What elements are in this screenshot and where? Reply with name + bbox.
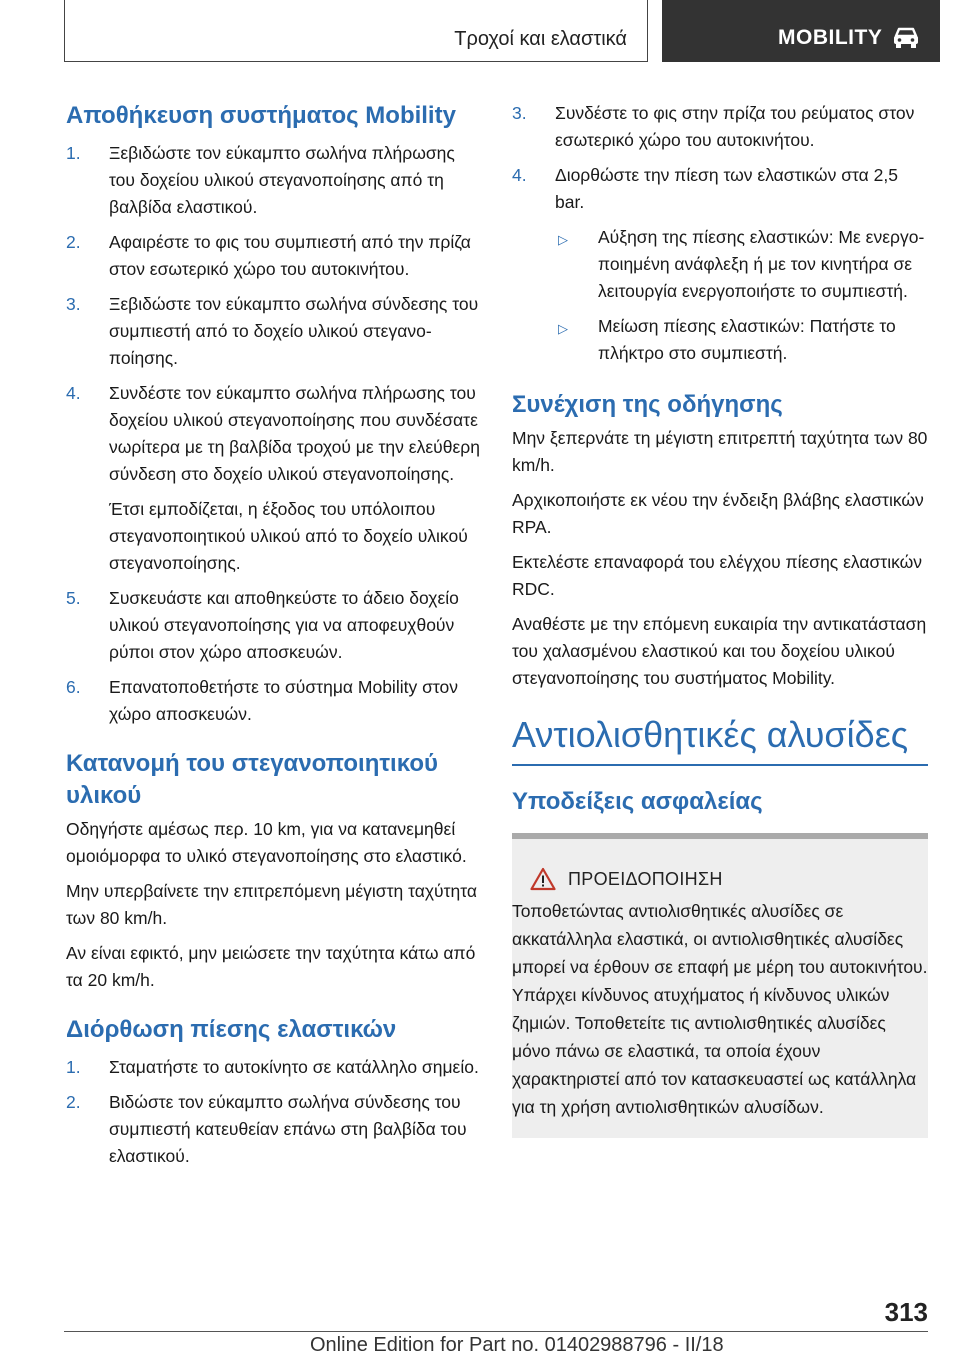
- list-item: 4. Διορθώστε την πίεση των ελαστικών στα 2,5 bar.: [512, 165, 898, 212]
- list-item: 4. Συνδέστε τον εύκαμπτο σωλήνα πλήρωσης του δοχείου υλικού στεγανοποίησης που συνδέσατε νωρίτερα με τη βαλβίδα τροχού με την ελεύθερη σύνδεση στο δοχείο υλικού στεγανοποίησης.: [66, 383, 480, 484]
- chapter-tab[interactable]: [662, 0, 940, 62]
- section-title-continue-driving: Συνέχιση της οδήγησης: [512, 391, 783, 418]
- paragraph: Μην ξεπερνάτε τη μέγιστη επιτρεπτή ταχύτητα των 80 km/h.: [512, 428, 928, 475]
- page-number: 313: [884, 1297, 928, 1327]
- chapter-tab-label: MOBILITY: [778, 26, 883, 49]
- paragraph: Αναθέστε με την επόμενη ευκαιρία την αντικατάσταση του χαλασμένου ελαστικού και του δοχείου υλικού στεγανοποίησης του συστήματος Mobility.: [512, 614, 927, 688]
- list-item: 2. Βιδώστε τον εύκαμπτο σωλήνα σύνδεσης του συμπιεστή κατευθείαν επάνω στη βαλβίδα του ελαστικού.: [66, 1092, 467, 1166]
- warning-text: Τοποθετώντας αντιολισθητικές αλυσίδες σε ακκατάλληλα ελαστικά, οι αντιολισθητικές αλυσίδες μπορεί να έρθουν σε επαφή με μέρη του αυτοκινήτου. Υπάρχει κίνδυνος ατυχήματος ή κίνδυνος υλικών ζημιών. Τοποθετείτε τις αντιολισθητικές αλυσίδες μόνο πάνω σε ελαστικά, τα οποία έχουν χαρακτηριστεί από τον κατασκευαστεί ως κατάλληλα για τη χρήση αντιολισθητικών αλυσίδων.: [512, 901, 928, 1117]
- section-title: Τροχοί και ελαστικά: [454, 28, 627, 50]
- list-item: 1. Σταματήστε το αυτοκίνητο σε κατάλληλο σημείο.: [66, 1057, 479, 1077]
- triangle-bullet-icon: ▷: [558, 321, 568, 336]
- section-title-pressure: Διόρθωση πίεσης ελαστικών: [66, 1016, 397, 1043]
- warning-triangle-icon: [530, 867, 556, 891]
- car-icon: [892, 26, 920, 50]
- paragraph: Αρχικοποιήστε εκ νέου την ένδειξη βλάβης ελαστικών RPA.: [512, 490, 924, 537]
- bullet-item: ▷ Αύξηση της πίεσης ελαστικών: Με ενεργοποιημένη ανάφλεξη ή με τον κινητήρα σε λειτουργία ενεργοποιήστε το συμπιεστή.: [558, 227, 925, 301]
- list-item: 1. Ξεβιδώστε τον εύκαμπτο σωλήνα πλήρωσης του δοχείου υλικού στεγανοποίησης από τη βαλβίδα ελαστικού.: [66, 143, 455, 217]
- section-title-safety: Υποδείξεις ασφαλείας: [512, 788, 763, 815]
- list-item: 5. Συσκευάστε και αποθηκεύστε το άδειο δοχείο υλικού στεγανοποίησης για να αποφευχθούν ρύποι στον χώρο αποσκευών.: [66, 588, 459, 662]
- paragraph: Εκτελέστε επαναφορά του ελέγχου πίεσης ελαστικών RDC.: [512, 552, 923, 599]
- list-item: 3. Συνδέστε το φις στην πρίζα του ρεύματος στον εσωτερικό χώρο του αυτοκινήτου.: [512, 103, 915, 150]
- footer-divider: [64, 1331, 928, 1332]
- paragraph: Μην υπερβαίνετε την επιτρεπόμενη μέγιστη ταχύτητα των 80 km/h.: [66, 881, 478, 928]
- left-column: [66, 100, 480, 1170]
- section-title-distribution: Κατανομή του στεγανοποιητικού υλικού: [66, 750, 438, 809]
- paragraph: Αν είναι εφικτό, μην μειώσετε την ταχύτητα κάτω από τα 20 km/h.: [66, 943, 476, 990]
- list-item: 2. Αφαιρέστε το φις του συμπιεστή από την πρίζα στον εσωτερικό χώρο του αυτοκινήτου.: [66, 232, 471, 279]
- warning-box: [512, 833, 928, 1138]
- paragraph: Οδηγήστε αμέσως περ. 10 km, για να κατανεμηθεί ομοιόμορφα το υλικό στεγανοποίησης στο ελαστικό.: [66, 819, 467, 866]
- header-section-box: [64, 0, 648, 62]
- chapter-title: Αντιολισθητικές αλυσίδες: [512, 712, 928, 766]
- list-item: 3. Ξεβιδώστε τον εύκαμπτο σωλήνα σύνδεσης του συμπιεστή από το δοχείο υλικού στεγανοποίησης.: [66, 294, 479, 368]
- step-note: Έτσι εμποδίζεται, η έξοδος του υπόλοιπου στεγανοποιητικού υλικού από το δοχείο υλικού στεγανοποίησης.: [109, 499, 468, 573]
- bullet-item: ▷ Μείωση πίεσης ελαστικών: Πατήστε το πλήκτρο στο συμπιεστή.: [558, 316, 896, 363]
- warning-title: ΠΡΟΕΙΔΟΠΟΙΗΣΗ: [568, 869, 723, 889]
- list-item: 6. Επανατοποθετήστε το σύστημα Mobility στον χώρο αποσκευών.: [66, 677, 459, 724]
- triangle-bullet-icon: ▷: [558, 232, 568, 247]
- right-column: [512, 100, 928, 818]
- section-title-storage: Αποθήκευση συστήματος Mobility: [66, 102, 456, 129]
- footer-edition: Online Edition for Part no. 01402988796 - II/18: [310, 1334, 724, 1356]
- warning-header: [522, 867, 918, 893]
